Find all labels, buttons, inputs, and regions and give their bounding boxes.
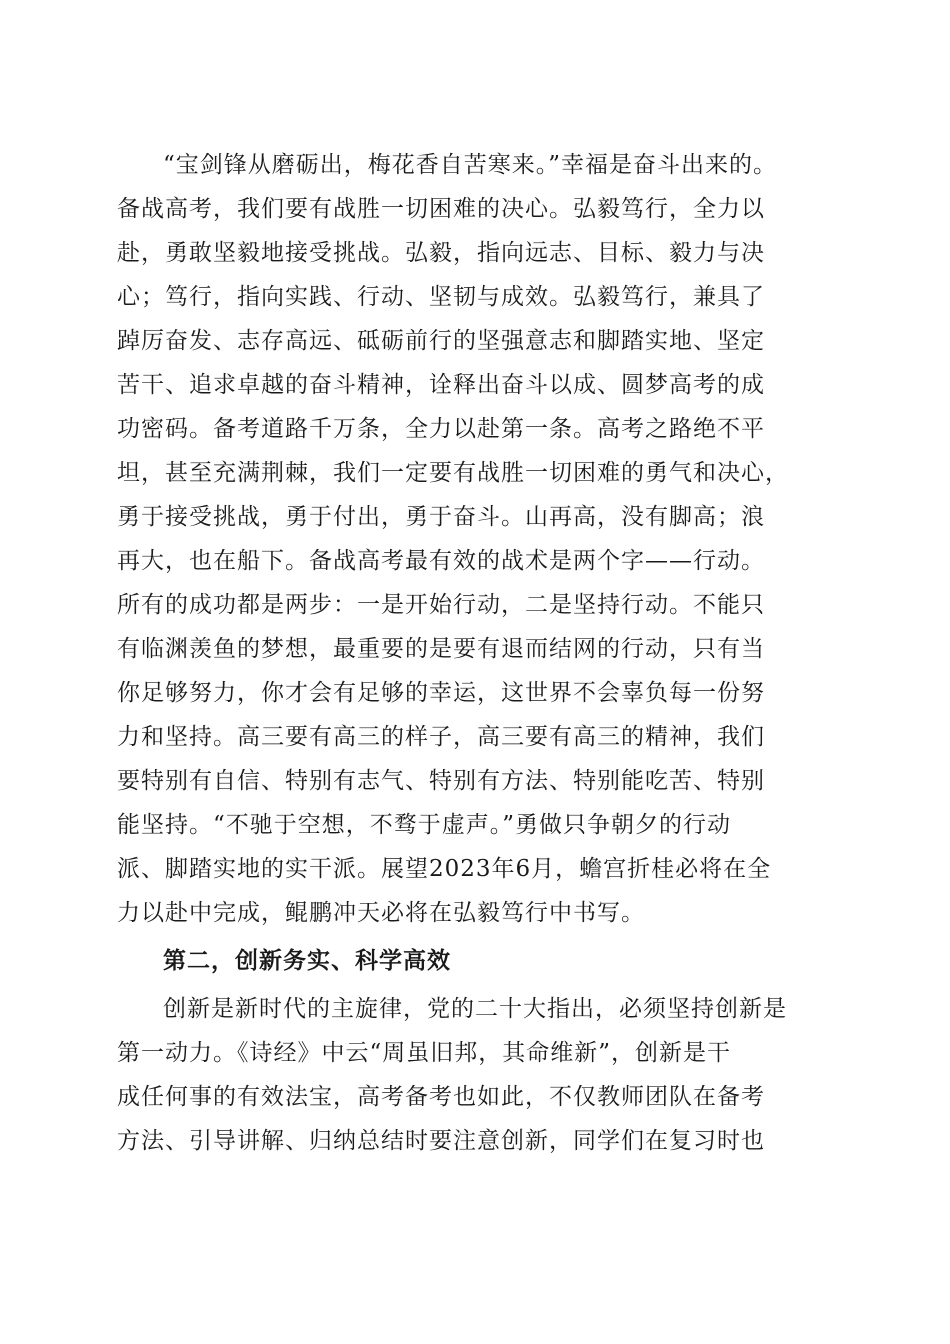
paragraph-1-line: 功密码。备考道路千万条，全力以赴第一条。高考之路绝不平 bbox=[117, 416, 765, 442]
paragraph-1-line: 赴，勇敢坚毅地接受挑战。弘毅，指向远志、目标、毅力与决 bbox=[117, 240, 765, 266]
paragraph-1-line: 力以赴中完成，鲲鹏冲天必将在弘毅笃行中书写。 bbox=[117, 900, 645, 926]
paragraph-2-line: 方法、引导讲解、归纳总结时要注意创新，同学们在复习时也 bbox=[117, 1128, 765, 1154]
paragraph-1-line: 心；笃行，指向实践、行动、坚韧与成效。弘毅笃行，兼具了 bbox=[117, 284, 765, 310]
paragraph-1-line: 坦，甚至充满荆棘，我们一定要有战胜一切困难的勇气和决心， bbox=[117, 460, 789, 486]
section-heading: 第二，创新务实、科学高效 bbox=[163, 947, 451, 974]
paragraph-1-line: 踔厉奋发、志存高远、砥砺前行的坚强意志和脚踏实地、坚定 bbox=[117, 328, 765, 354]
paragraph-1-line: 你足够努力，你才会有足够的幸运，这世界不会辜负每一份努 bbox=[117, 680, 765, 706]
paragraph-1-line: 勇于接受挑战，勇于付出，勇于奋斗。山再高，没有脚高；浪 bbox=[117, 504, 765, 530]
paragraph-1-line: 所有的成功都是两步：一是开始行动，二是坚持行动。不能只 bbox=[117, 592, 765, 618]
paragraph-1-line: 派、脚踏实地的实干派。展望2023年6月，蟾宫折桂必将在全 bbox=[117, 856, 772, 882]
paragraph-1-line: 力和坚持。高三要有高三的样子，高三要有高三的精神，我们 bbox=[117, 724, 765, 750]
paragraph-2-line: 第一动力。《诗经》中云“周虽旧邦，其命维新”，创新是干 bbox=[117, 1040, 732, 1066]
paragraph-2-line: 创新是新时代的主旋律，党的二十大指出，必须坚持创新是 bbox=[163, 996, 787, 1022]
paragraph-1-line: 有临渊羡鱼的梦想，最重要的是要有退而结网的行动，只有当 bbox=[117, 636, 765, 662]
paragraph-1-line: 能坚持。“不驰于空想，不骛于虚声。”勇做只争朝夕的行动 bbox=[117, 812, 732, 838]
paragraph-1-line: “宝剑锋从磨砺出，梅花香自苦寒来。”幸福是奋斗出来的。 bbox=[163, 152, 778, 178]
paragraph-1-line: 苦干、追求卓越的奋斗精神，诠释出奋斗以成、圆梦高考的成 bbox=[117, 372, 765, 398]
paragraph-1-line: 要特别有自信、特别有志气、特别有方法、特别能吃苦、特别 bbox=[117, 768, 765, 794]
paragraph-1-line: 再大，也在船下。备战高考最有效的战术是两个字——行动。 bbox=[117, 548, 765, 574]
paragraph-2-line: 成任何事的有效法宝，高考备考也如此，不仅教师团队在备考 bbox=[117, 1084, 765, 1110]
paragraph-1-line: 备战高考，我们要有战胜一切困难的决心。弘毅笃行，全力以 bbox=[117, 196, 765, 222]
